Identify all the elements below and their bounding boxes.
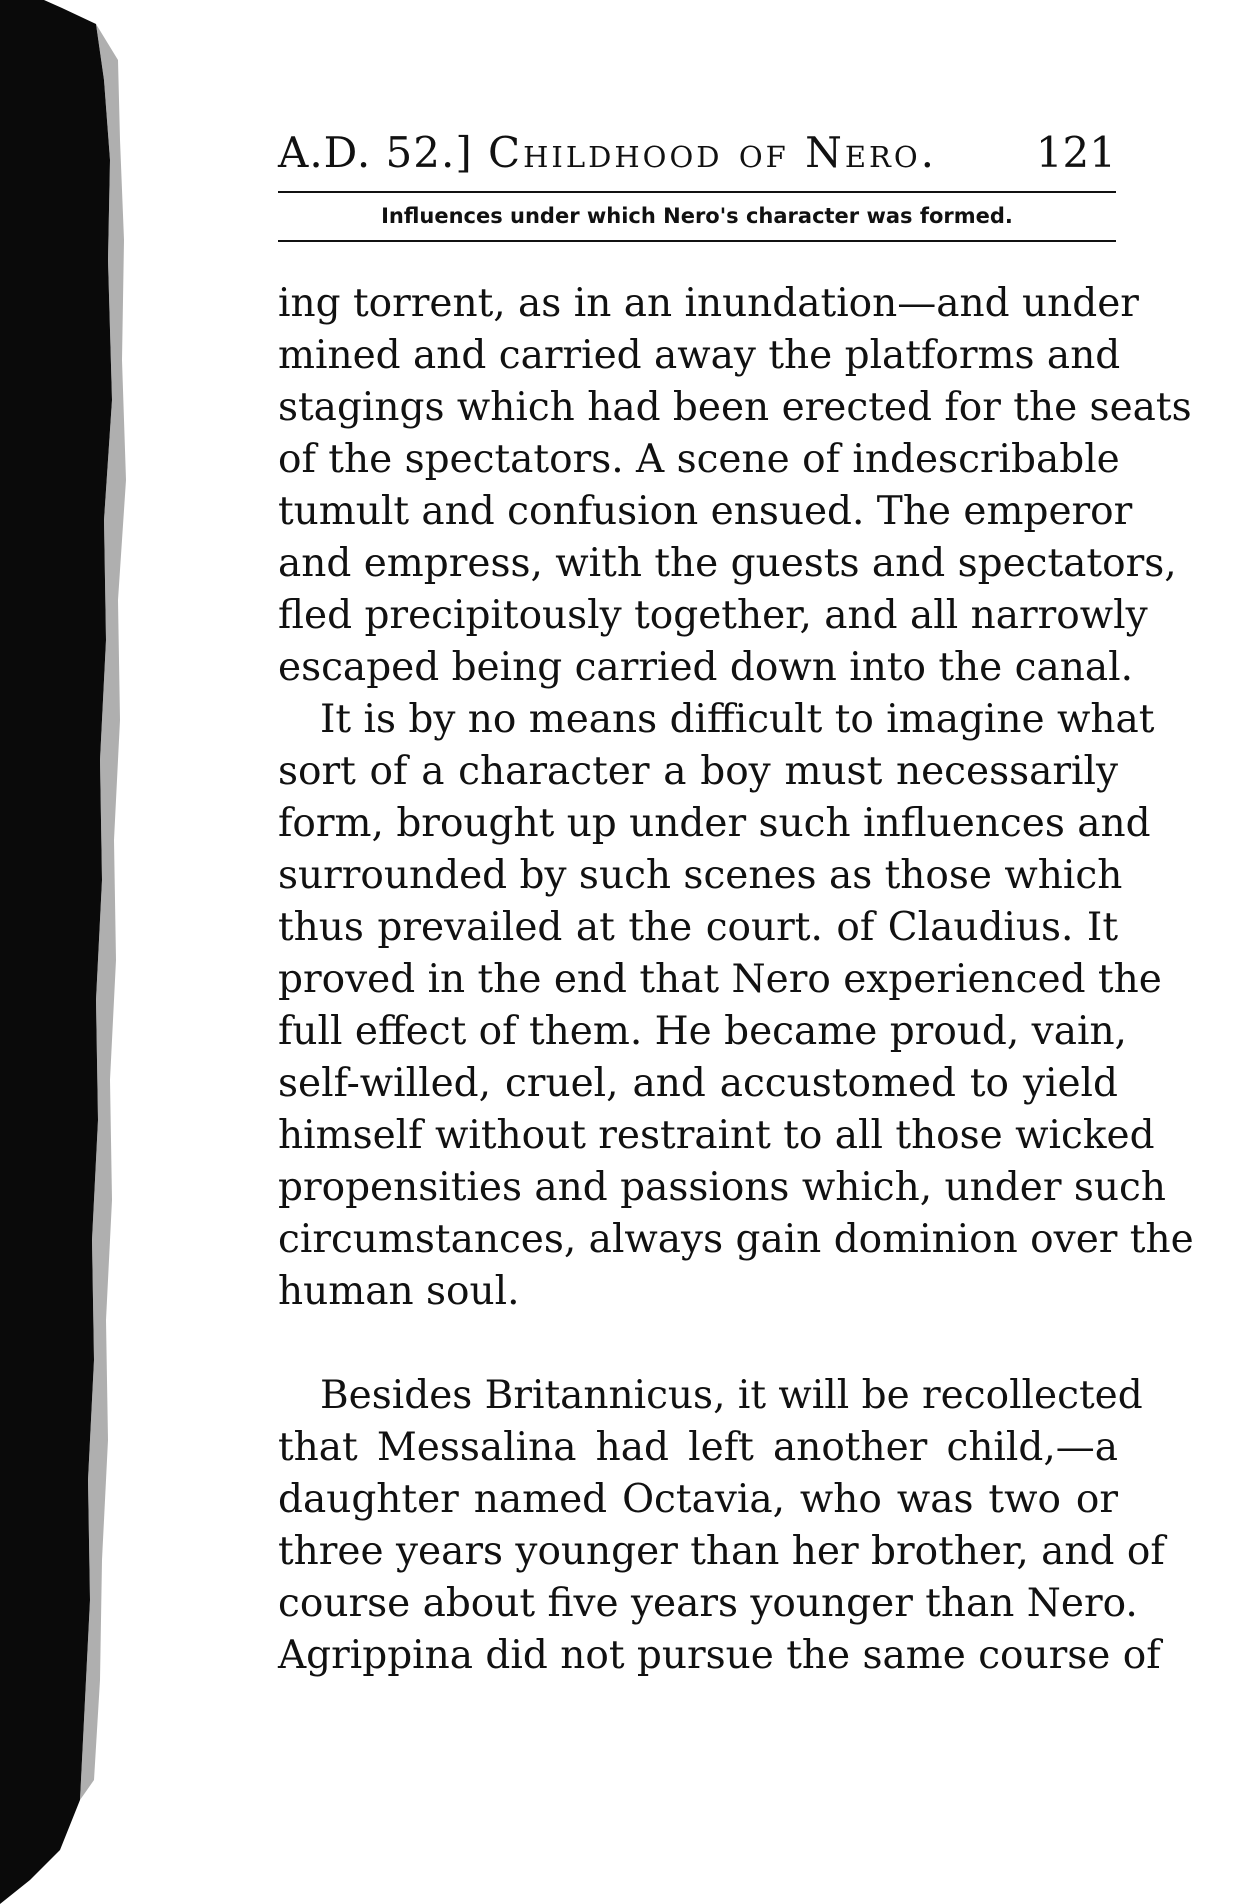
page-binding-edge <box>0 0 160 1904</box>
text-line: thus prevailed at the court. of Claudius. It <box>278 905 1118 950</box>
text-line: Agrippina did not pursue the same course of <box>278 1633 1161 1678</box>
text-line: that Messalina had left another child,—a <box>278 1425 1118 1470</box>
page-number: 121 <box>1035 128 1116 177</box>
text-line: self-willed, cruel, and accustomed to yield <box>278 1061 1118 1106</box>
text-line: full effect of them. He became proud, vain, <box>278 1009 1127 1054</box>
text-line: three years younger than her brother, and of <box>278 1529 1165 1574</box>
text-line: Besides Britannicus, it will be recollected <box>320 1373 1143 1418</box>
text-line: form, brought up under such influences and <box>278 801 1151 846</box>
text-line: daughter named Octavia, who was two or <box>278 1477 1118 1522</box>
text-line: surrounded by such scenes as those which <box>278 853 1123 898</box>
running-header <box>278 128 1116 188</box>
text-line: circumstances, always gain dominion over the <box>278 1217 1194 1262</box>
running-head-date: A.D. 52.] <box>278 128 473 177</box>
text-line: stagings which had been erected for the seats <box>278 385 1192 430</box>
text-line: tumult and confusion ensued. The emperor <box>278 489 1133 534</box>
text-line: sort of a character a boy must necessarily <box>278 749 1118 794</box>
text-line: himself without restraint to all those wicked <box>278 1113 1155 1158</box>
text-line: escaped being carried down into the canal. <box>278 645 1133 690</box>
body-text <box>278 278 1194 1682</box>
text-line: and empress, with the guests and spectators, <box>278 541 1177 586</box>
text-line: course about five years younger than Nero. <box>278 1581 1138 1626</box>
text-line: ing torrent, as in an inundation—and under <box>278 281 1139 326</box>
text-line: of the spectators. A scene of indescribable <box>278 437 1120 482</box>
text-line: human soul. <box>278 1269 520 1314</box>
text-line: It is by no means difficult to imagine what <box>320 697 1155 742</box>
running-title: Childhood of Nero. <box>488 128 937 177</box>
text-line: proved in the end that Nero experienced the <box>278 957 1162 1002</box>
section-break <box>278 1318 1118 1370</box>
section-subhead: Influences under which Nero's character was formed. <box>381 204 1013 228</box>
text-line: fled precipitously together, and all narrowly <box>278 593 1148 638</box>
text-line: mined and carried away the platforms and <box>278 333 1121 378</box>
header-rule-top <box>278 191 1116 193</box>
header-rule-bottom <box>278 240 1116 242</box>
text-line: propensities and passions which, under such <box>278 1165 1166 1210</box>
